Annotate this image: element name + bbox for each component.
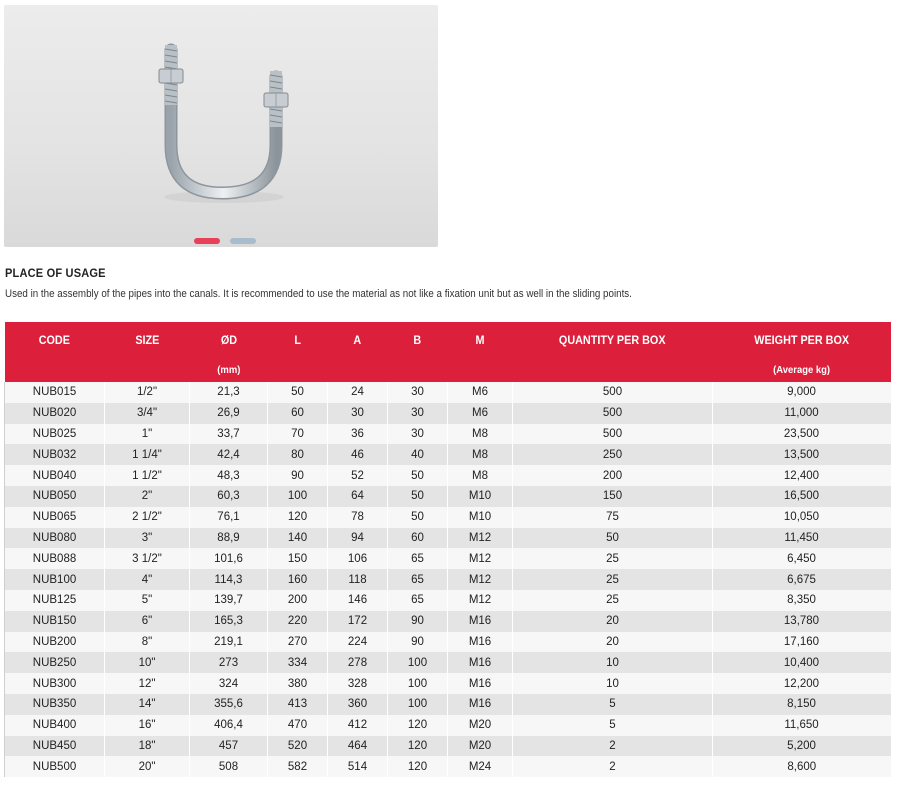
cell-quantity-per-box: 250 [513,444,713,465]
cell-b: 50 [388,486,448,507]
cell-b: 120 [388,736,448,757]
cell-quantity-per-box: 25 [513,590,713,611]
cell-m: M16 [448,632,513,653]
cell-size: 6" [105,611,190,632]
cell-size: 1/2" [105,382,190,403]
cell-l: 334 [268,652,328,673]
cell-code: NUB065 [5,507,105,528]
cell-l: 520 [268,736,328,757]
cell-m: M16 [448,694,513,715]
cell-code: NUB088 [5,548,105,569]
cell-b: 30 [388,382,448,403]
cell-quantity-per-box: 20 [513,611,713,632]
cell-b: 100 [388,652,448,673]
cell-a: 514 [328,756,388,777]
cell-diameter: 33,7 [190,424,268,445]
cell-weight-per-box: 9,000 [713,382,891,403]
cell-b: 100 [388,673,448,694]
cell-diameter: 355,6 [190,694,268,715]
cell-weight-per-box: 12,400 [713,465,891,486]
cell-diameter: 219,1 [190,632,268,653]
cell-diameter: 457 [190,736,268,757]
table-row [5,694,891,715]
cell-diameter: 508 [190,756,268,777]
cell-diameter: 26,9 [190,403,268,424]
cell-code: NUB300 [5,673,105,694]
cell-size: 2" [105,486,190,507]
cell-weight-per-box: 10,400 [713,652,891,673]
column-header-l: L [268,322,328,357]
column-header-quantity-per-box: QUANTITY PER BOX [513,322,713,357]
cell-l: 200 [268,590,328,611]
cell-weight-per-box: 8,150 [713,694,891,715]
column-subheader-l [268,357,328,382]
cell-l: 582 [268,756,328,777]
cell-b: 65 [388,569,448,590]
cell-weight-per-box: 6,675 [713,569,891,590]
cell-l: 60 [268,403,328,424]
column-header-diameter: ØD [190,322,268,357]
cell-diameter: 21,3 [190,382,268,403]
column-header-b: B [388,322,448,357]
cell-diameter: 60,3 [190,486,268,507]
table-row [5,632,891,653]
column-header-m: M [448,322,513,357]
cell-a: 464 [328,736,388,757]
cell-a: 52 [328,465,388,486]
table-row [5,403,891,424]
cell-diameter: 76,1 [190,507,268,528]
cell-diameter: 406,4 [190,715,268,736]
cell-l: 50 [268,382,328,403]
cell-a: 36 [328,424,388,445]
cell-quantity-per-box: 50 [513,528,713,549]
cell-code: NUB080 [5,528,105,549]
cell-code: NUB400 [5,715,105,736]
column-subheader-code [5,357,105,382]
cell-quantity-per-box: 2 [513,736,713,757]
column-header-weight-per-box: WEIGHT PER BOX [713,322,891,357]
cell-code: NUB020 [5,403,105,424]
column-subheader-weight-per-box: (Average kg) [713,357,891,382]
cell-b: 40 [388,444,448,465]
cell-diameter: 273 [190,652,268,673]
cell-diameter: 324 [190,673,268,694]
column-header-a: A [328,322,388,357]
cell-weight-per-box: 17,160 [713,632,891,653]
cell-quantity-per-box: 25 [513,569,713,590]
cell-weight-per-box: 8,600 [713,756,891,777]
cell-quantity-per-box: 500 [513,382,713,403]
cell-size: 5" [105,590,190,611]
cell-b: 50 [388,507,448,528]
cell-m: M8 [448,465,513,486]
cell-size: 12" [105,673,190,694]
cell-size: 1 1/2" [105,465,190,486]
cell-b: 50 [388,465,448,486]
product-image [4,5,438,247]
cell-code: NUB350 [5,694,105,715]
table-row [5,382,891,403]
usage-heading: PLACE OF USAGE [5,266,106,280]
cell-m: M12 [448,590,513,611]
cell-size: 20" [105,756,190,777]
column-subheader-diameter: (mm) [190,357,268,382]
table-header-row [5,322,891,357]
table-row [5,465,891,486]
cell-weight-per-box: 10,050 [713,507,891,528]
cell-a: 24 [328,382,388,403]
cell-l: 150 [268,548,328,569]
cell-l: 140 [268,528,328,549]
cell-b: 30 [388,424,448,445]
cell-b: 65 [388,548,448,569]
cell-l: 120 [268,507,328,528]
cell-m: M12 [448,569,513,590]
cell-m: M20 [448,736,513,757]
table-row [5,611,891,632]
cell-a: 106 [328,548,388,569]
cell-quantity-per-box: 2 [513,756,713,777]
cell-a: 328 [328,673,388,694]
cell-a: 146 [328,590,388,611]
cell-l: 380 [268,673,328,694]
cell-b: 100 [388,694,448,715]
cell-weight-per-box: 11,000 [713,403,891,424]
cell-b: 120 [388,756,448,777]
cell-l: 100 [268,486,328,507]
table-row [5,736,891,757]
cell-b: 90 [388,611,448,632]
cell-m: M8 [448,424,513,445]
cell-a: 224 [328,632,388,653]
cell-l: 160 [268,569,328,590]
table-row [5,652,891,673]
cell-size: 16" [105,715,190,736]
cell-b: 120 [388,715,448,736]
cell-size: 3/4" [105,403,190,424]
cell-quantity-per-box: 200 [513,465,713,486]
cell-weight-per-box: 11,650 [713,715,891,736]
cell-b: 90 [388,632,448,653]
cell-a: 78 [328,507,388,528]
cell-quantity-per-box: 5 [513,694,713,715]
cell-a: 64 [328,486,388,507]
cell-size: 1" [105,424,190,445]
cell-diameter: 165,3 [190,611,268,632]
cell-code: NUB250 [5,652,105,673]
cell-code: NUB125 [5,590,105,611]
usage-description: Used in the assembly of the pipes into the canals. It is recommended to use the material as not like a fixation unit but as well in the sliding points. [5,288,632,300]
cell-m: M6 [448,403,513,424]
cell-l: 80 [268,444,328,465]
cell-code: NUB040 [5,465,105,486]
cell-size: 14" [105,694,190,715]
cell-quantity-per-box: 10 [513,652,713,673]
cell-size: 10" [105,652,190,673]
carousel-dot-2[interactable] [230,238,256,244]
cell-code: NUB015 [5,382,105,403]
column-header-code: CODE [5,322,105,357]
cell-size: 8" [105,632,190,653]
cell-size: 4" [105,569,190,590]
table-row [5,486,891,507]
cell-diameter: 48,3 [190,465,268,486]
cell-diameter: 139,7 [190,590,268,611]
cell-a: 118 [328,569,388,590]
column-subheader-a [328,357,388,382]
cell-l: 413 [268,694,328,715]
cell-weight-per-box: 23,500 [713,424,891,445]
cell-m: M12 [448,528,513,549]
cell-m: M16 [448,611,513,632]
cell-code: NUB100 [5,569,105,590]
cell-m: M10 [448,486,513,507]
table-row [5,548,891,569]
cell-quantity-per-box: 25 [513,548,713,569]
cell-quantity-per-box: 10 [513,673,713,694]
cell-code: NUB150 [5,611,105,632]
cell-size: 1 1/4" [105,444,190,465]
table-body [5,382,891,777]
cell-a: 94 [328,528,388,549]
cell-quantity-per-box: 5 [513,715,713,736]
cell-m: M10 [448,507,513,528]
table-row [5,590,891,611]
cell-a: 46 [328,444,388,465]
column-subheader-size [105,357,190,382]
cell-l: 270 [268,632,328,653]
cell-code: NUB032 [5,444,105,465]
cell-l: 90 [268,465,328,486]
table-row [5,673,891,694]
column-header-size: SIZE [105,322,190,357]
cell-b: 30 [388,403,448,424]
cell-l: 470 [268,715,328,736]
column-subheader-m [448,357,513,382]
cell-diameter: 42,4 [190,444,268,465]
cell-weight-per-box: 5,200 [713,736,891,757]
table-row [5,424,891,445]
cell-weight-per-box: 12,200 [713,673,891,694]
table-row [5,528,891,549]
cell-size: 3" [105,528,190,549]
table-row [5,569,891,590]
cell-weight-per-box: 13,500 [713,444,891,465]
cell-size: 2 1/2" [105,507,190,528]
cell-a: 412 [328,715,388,736]
column-subheader-quantity-per-box [513,357,713,382]
table-row [5,444,891,465]
cell-weight-per-box: 13,780 [713,611,891,632]
cell-m: M12 [448,548,513,569]
cell-quantity-per-box: 75 [513,507,713,528]
cell-diameter: 101,6 [190,548,268,569]
cell-a: 172 [328,611,388,632]
cell-diameter: 114,3 [190,569,268,590]
cell-weight-per-box: 16,500 [713,486,891,507]
cell-code: NUB200 [5,632,105,653]
cell-m: M16 [448,673,513,694]
cell-weight-per-box: 11,450 [713,528,891,549]
cell-quantity-per-box: 20 [513,632,713,653]
column-subheader-b [388,357,448,382]
cell-quantity-per-box: 500 [513,424,713,445]
cell-quantity-per-box: 150 [513,486,713,507]
cell-b: 60 [388,528,448,549]
cell-b: 65 [388,590,448,611]
table-row [5,756,891,777]
cell-a: 360 [328,694,388,715]
cell-m: M16 [448,652,513,673]
table-row [5,715,891,736]
carousel-dot-1[interactable] [194,238,220,244]
cell-quantity-per-box: 500 [513,403,713,424]
cell-m: M6 [448,382,513,403]
cell-m: M20 [448,715,513,736]
cell-code: NUB025 [5,424,105,445]
table-subheader-row [5,357,891,382]
cell-m: M8 [448,444,513,465]
cell-size: 18" [105,736,190,757]
cell-diameter: 88,9 [190,528,268,549]
cell-code: NUB050 [5,486,105,507]
cell-l: 70 [268,424,328,445]
cell-weight-per-box: 6,450 [713,548,891,569]
cell-a: 30 [328,403,388,424]
cell-a: 278 [328,652,388,673]
cell-weight-per-box: 8,350 [713,590,891,611]
spec-table [4,322,891,777]
u-bolt-illustration [4,5,438,247]
cell-code: NUB450 [5,736,105,757]
cell-l: 220 [268,611,328,632]
cell-m: M24 [448,756,513,777]
table-row [5,507,891,528]
cell-size: 3 1/2" [105,548,190,569]
cell-code: NUB500 [5,756,105,777]
